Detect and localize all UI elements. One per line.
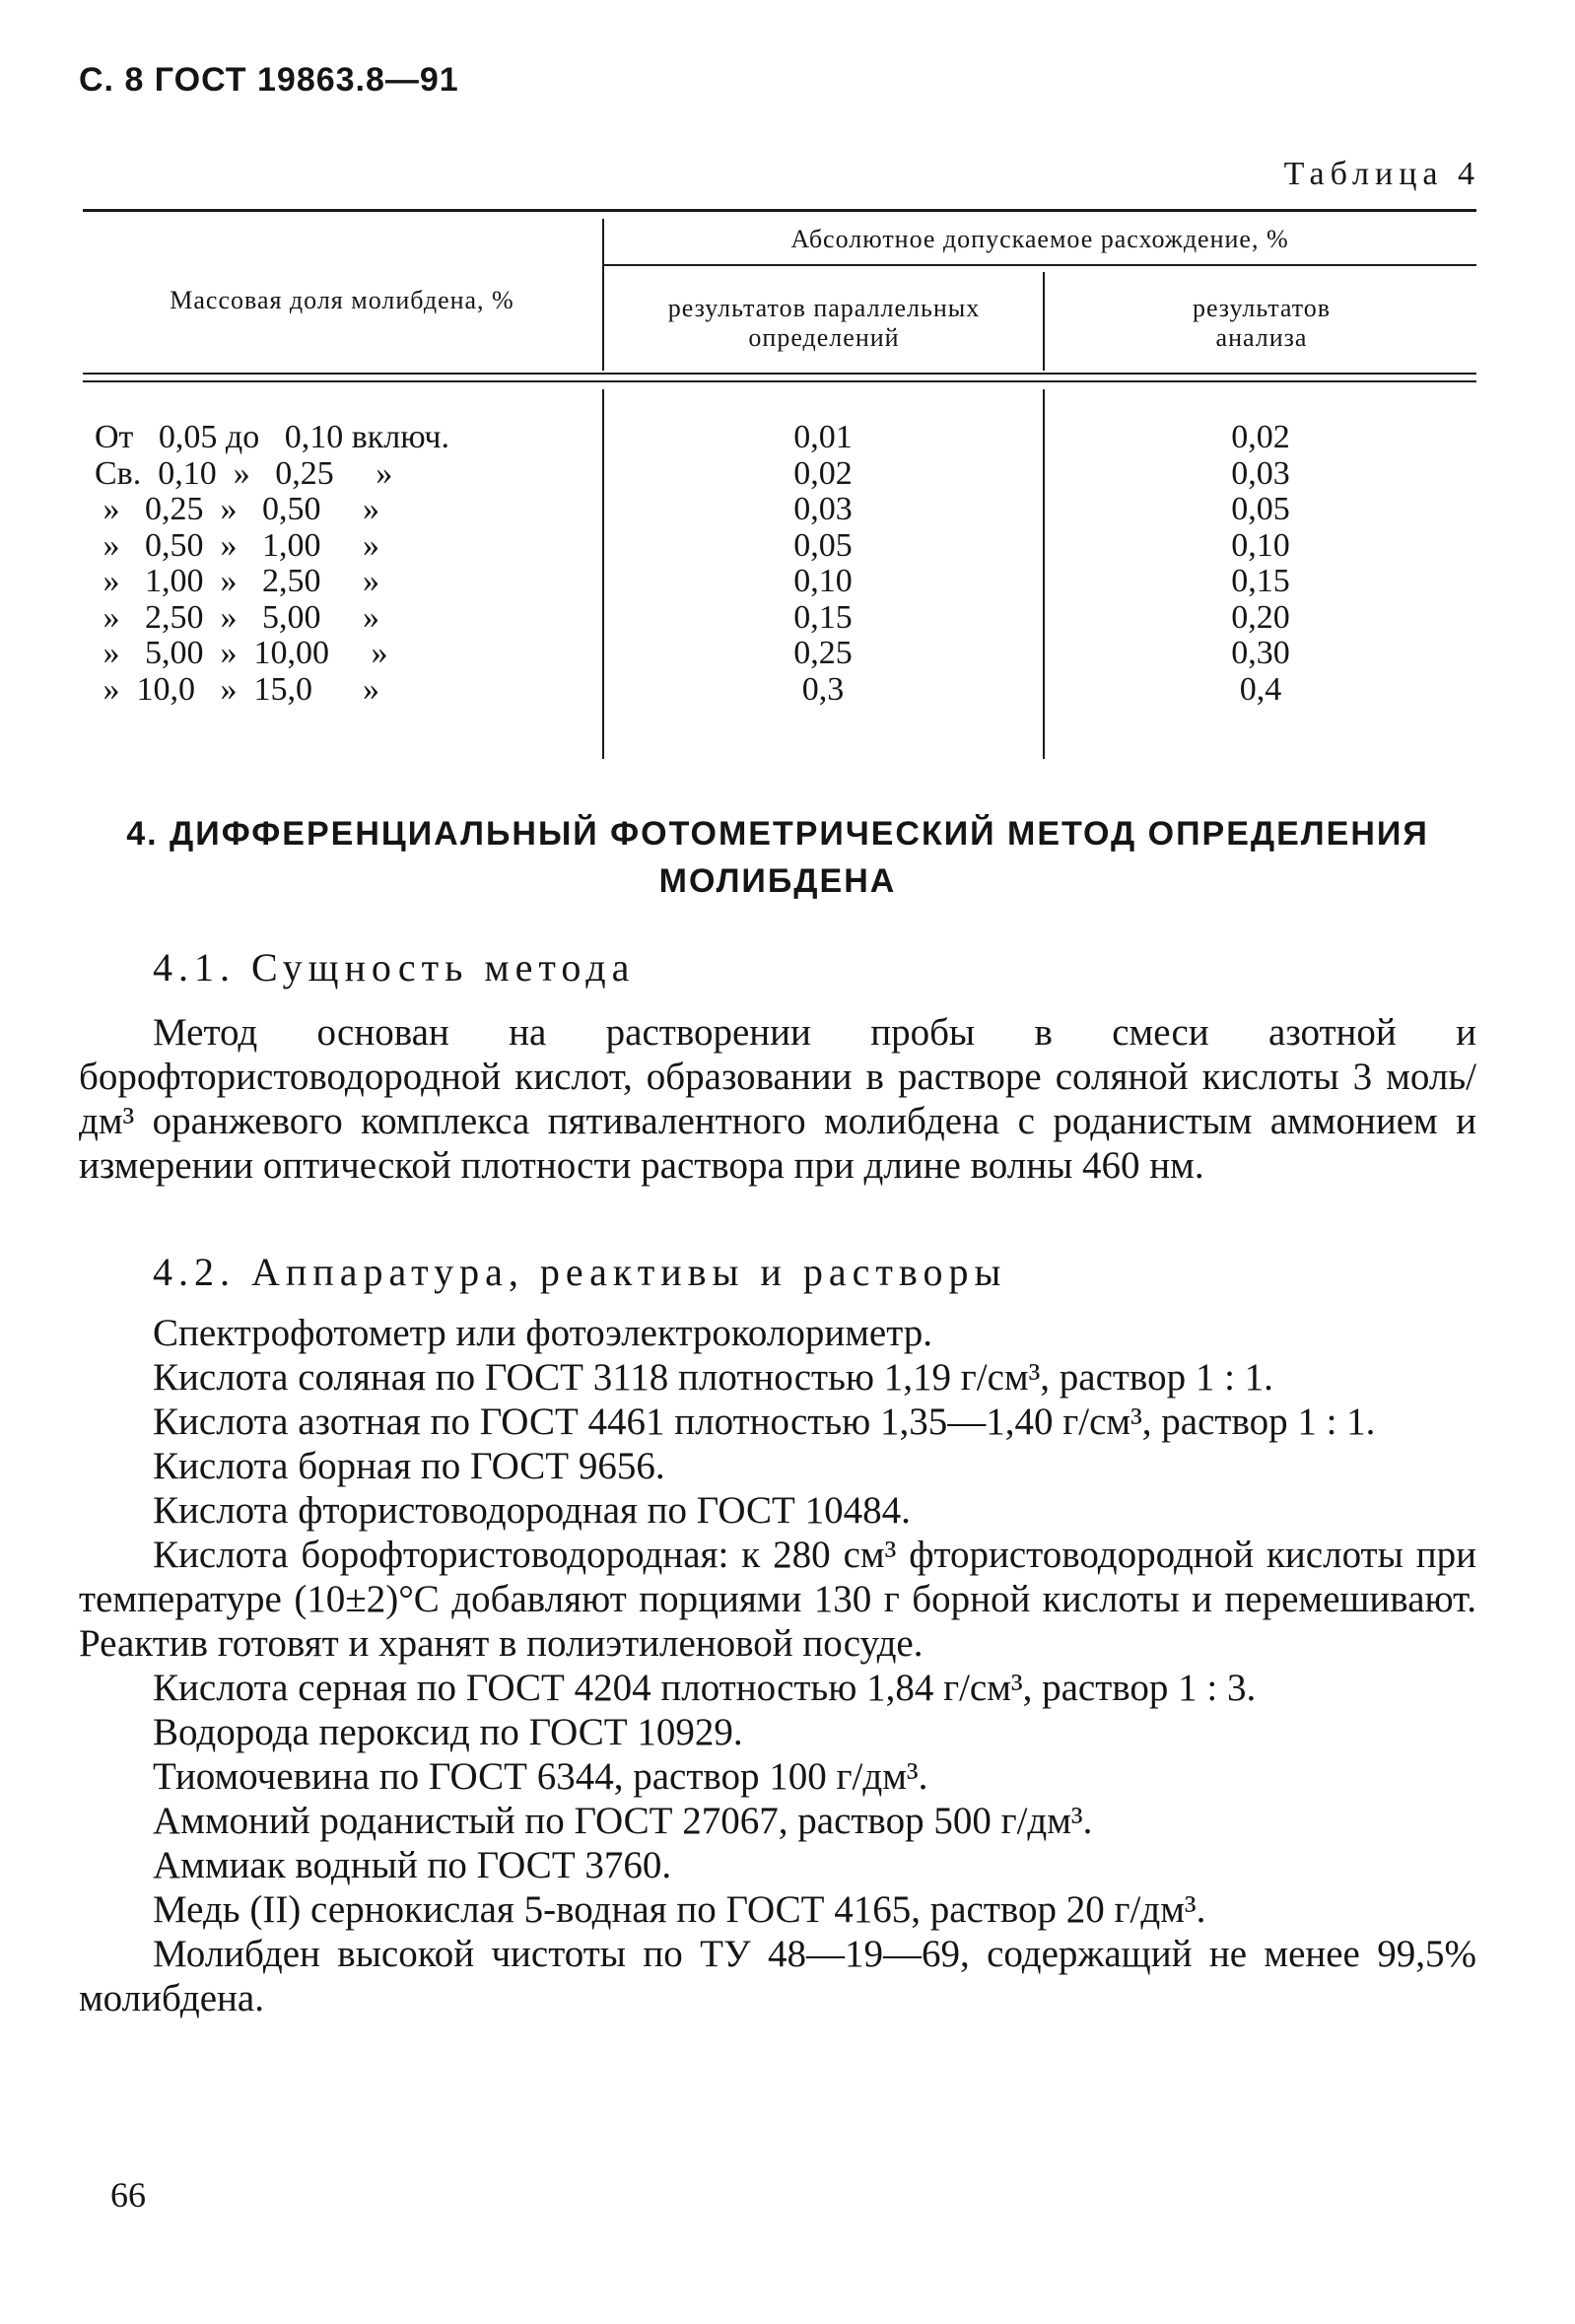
- table-cell-parallel: 0,15: [793, 598, 853, 636]
- table-cell-analysis: 0,05: [1231, 491, 1290, 527]
- section-title: [79, 810, 1476, 905]
- table-top-rule: [83, 209, 1476, 212]
- table-cell-range: Св. 0,10 » 0,25 »: [95, 454, 393, 492]
- reagent-item: Кислота соляная по ГОСТ 3118 плотностью 1,19 г/см³, раствор 1 : 1.: [153, 1356, 1273, 1399]
- reagent-item: Спектрофотометр или фотоэлектроколориметр.: [153, 1312, 932, 1354]
- reagent-item: Тиомочевина по ГОСТ 6344, раствор 100 г/дм³.: [153, 1755, 928, 1798]
- table-vline-2: [1043, 272, 1045, 371]
- reagent-item: Аммоний роданистый по ГОСТ 27067, раствор 500 г/дм³.: [153, 1800, 1093, 1842]
- table-cell-parallel: 0,3: [801, 670, 845, 708]
- page-number: 66: [110, 2175, 146, 2215]
- section-title-line-1: 4. ДИФФЕРЕНЦИАЛЬНЫЙ ФОТОМЕТРИЧЕСКИЙ МЕТОД ОПРЕДЕЛЕНИЯ: [126, 815, 1429, 853]
- section-title-line-2: МОЛИБДЕНА: [658, 862, 897, 900]
- table-cell-analysis: 0,30: [1231, 635, 1290, 671]
- reagent-item: Кислота азотная по ГОСТ 4461 плотностью 1,35—1,40 г/см³, раствор 1 : 1.: [153, 1401, 1376, 1443]
- document-reference: С. 8 ГОСТ 19863.8—91: [79, 61, 459, 99]
- table-cell-range: » 0,25 » 0,50 »: [95, 491, 379, 527]
- table-cell-range: » 5,00 » 10,00 »: [95, 635, 388, 671]
- subsection-essence: 4.1. Сущность метода: [153, 945, 636, 990]
- reagent-item: Кислота серная по ГОСТ 4204 плотностью 1,84 г/см³, раствор 1 : 3.: [153, 1667, 1257, 1709]
- reagent-list: [79, 1311, 1476, 2020]
- header-mass-fraction: Массовая доля молибдена, %: [170, 286, 514, 314]
- table-header-rule-1: [83, 373, 1476, 375]
- table-header-rule-2: [83, 380, 1476, 382]
- table-cell-range: » 10,0 » 15,0 »: [95, 670, 379, 708]
- table-cell-range: » 1,00 » 2,50 »: [95, 563, 379, 599]
- reagent-item: Медь (II) сернокислая 5-водная по ГОСТ 4165, раствор 20 г/дм³.: [153, 1888, 1206, 1931]
- table-caption: Таблица 4: [1283, 156, 1480, 192]
- table-cell-analysis: 0,10: [1231, 526, 1290, 564]
- table-cell-range: » 2,50 » 5,00 »: [95, 598, 379, 636]
- header-parallel-results: результатов параллельных определений: [667, 294, 981, 352]
- table-cell-parallel: 0,25: [793, 635, 853, 671]
- reagent-item: Молибден высокой чистоты по ТУ 48—19—69, содержащий не менее 99,5% молибдена.: [79, 1933, 1476, 2019]
- table-cell-analysis: 0,03: [1231, 454, 1290, 492]
- table-cell-parallel: 0,01: [793, 419, 853, 455]
- subsection-apparatus: 4.2. Аппаратура, реактивы и растворы: [153, 1250, 1007, 1294]
- table-cell-parallel: 0,10: [793, 563, 853, 599]
- table-cell-analysis: 0,02: [1231, 419, 1290, 455]
- reagent-item: Кислота борофтористоводородная: к 280 см³ фтористоводородной кислоты при температуре (10±2)°С добавляют порциями 130 г борной кислоты и перемешивают. Реактив готовят и хранят в полиэтиленовой посуде.: [79, 1534, 1476, 1665]
- table-cell-parallel: 0,02: [793, 454, 853, 492]
- table-cell-analysis: 0,20: [1231, 598, 1290, 636]
- table-cell-parallel: 0,03: [793, 491, 853, 527]
- header-abs-discrepancy: Абсолютное допускаемое расхождение, %: [790, 225, 1289, 253]
- reagent-item: Аммиак водный по ГОСТ 3760.: [153, 1844, 672, 1886]
- table-cell-parallel: 0,05: [793, 526, 853, 564]
- header-analysis-results: результатов анализа: [1192, 294, 1332, 352]
- table-cell-range: » 0,50 » 1,00 »: [95, 526, 379, 564]
- table-group-rule: [603, 264, 1476, 266]
- reagent-item: Кислота фтористоводородная по ГОСТ 10484.: [153, 1489, 911, 1532]
- table-cell-analysis: 0,15: [1231, 563, 1290, 599]
- reagent-item: Кислота борная по ГОСТ 9656.: [153, 1445, 665, 1487]
- reagent-item: Водорода пероксид по ГОСТ 10929.: [153, 1711, 743, 1753]
- table-cell-analysis: 0,4: [1239, 670, 1282, 708]
- table-cell-range: От 0,05 до 0,10 включ.: [95, 419, 449, 455]
- method-description: Метод основан на растворении пробы в смеси азотной и борофтористоводородной кислот, образовании в растворе соляной кислоты 3 моль/дм³ оранжевого комплекса пятивалентного молибдена с роданистым аммонием и измерении оптической плотности раствора при длине волны 460 нм.: [79, 1011, 1476, 1187]
